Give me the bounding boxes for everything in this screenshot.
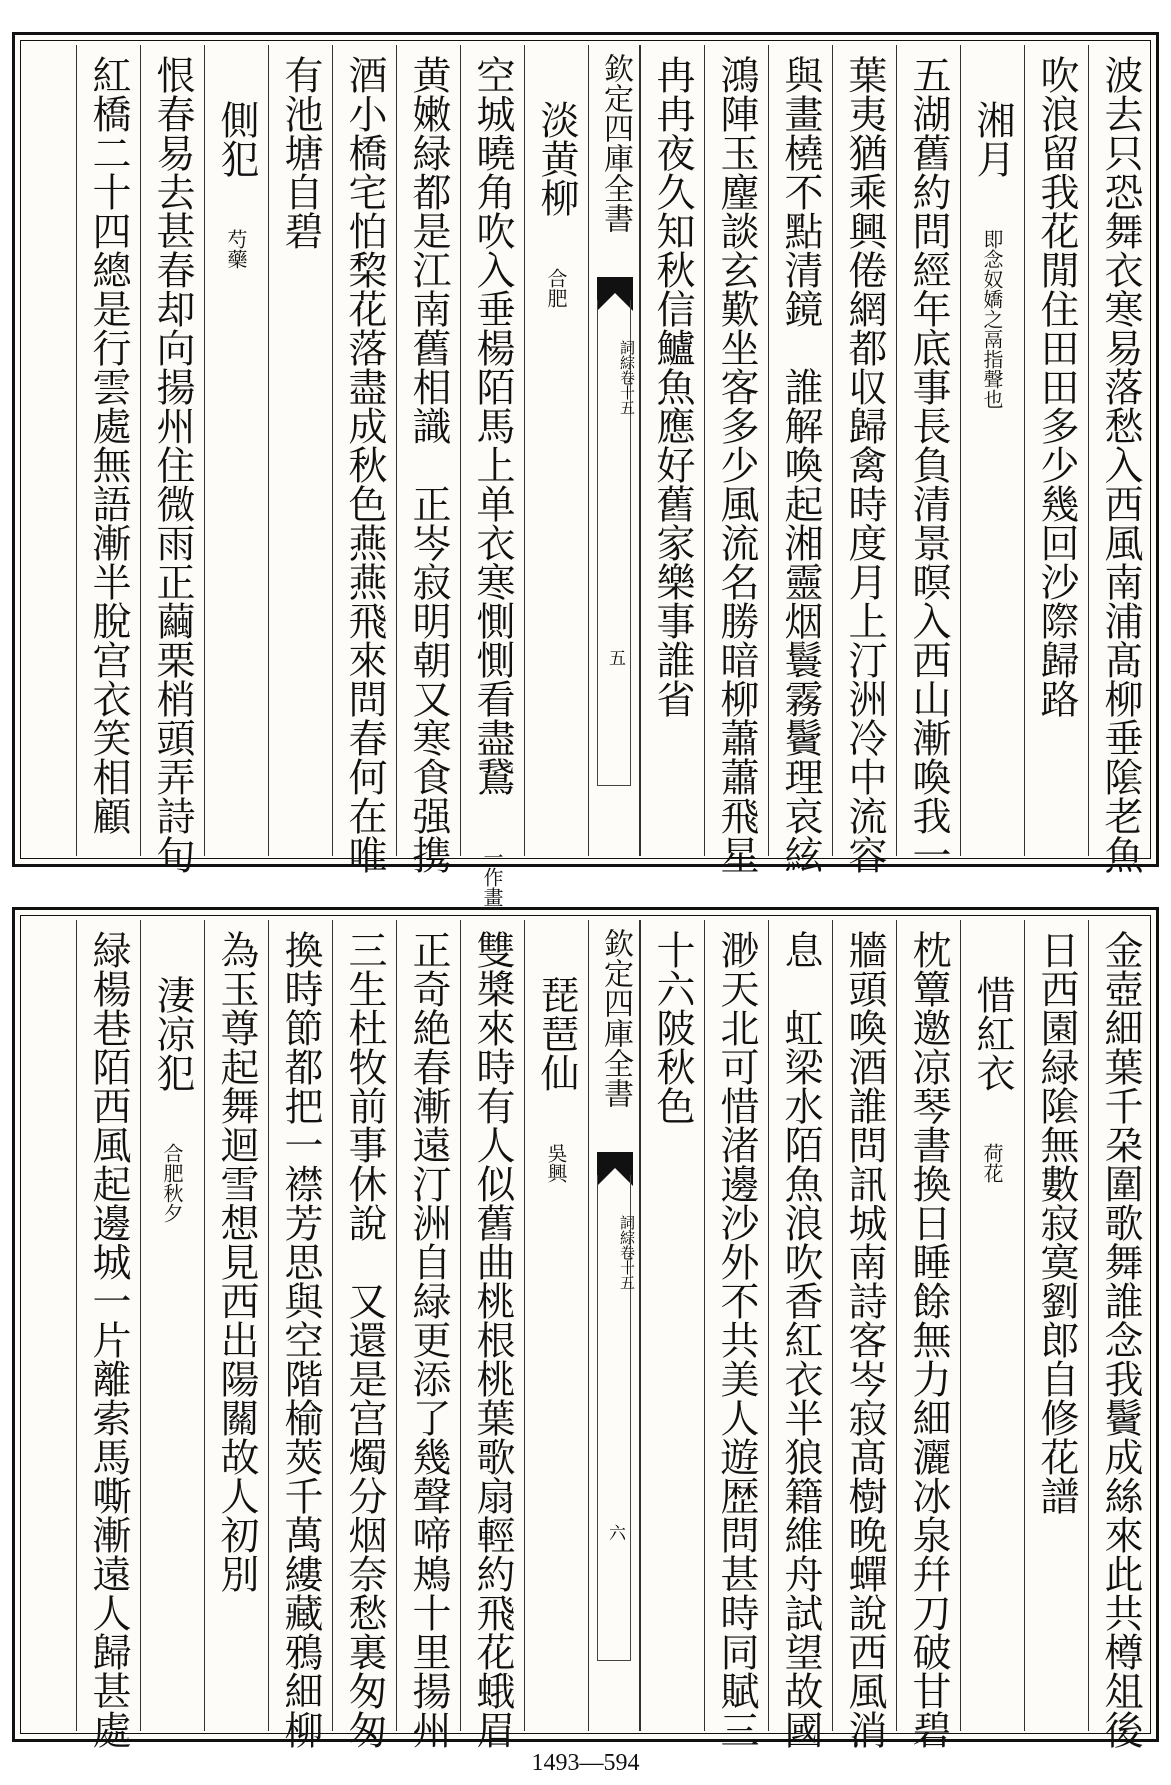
tune-title-column <box>204 45 268 856</box>
book-title: 欽定四庫全書 <box>598 53 633 233</box>
text-column: 酒小橋宅怕棃花落盡成秋色燕燕飛來問春何在唯 <box>332 45 396 856</box>
tune-title: 琵琶仙 <box>534 975 579 1092</box>
text-column: 渺天北可惜渚邊沙外不共美人遊歴問甚時同賦三 <box>704 920 768 1731</box>
text-column: 十六陂秋色 <box>640 920 704 1731</box>
text-column: 紅橋二十四總是行雲處無語漸半脫宫衣笑相顧 <box>76 45 140 856</box>
tune-note: 荷花 <box>980 1143 1004 1183</box>
text-column: 有池塘自碧 <box>268 45 332 856</box>
text-column: 波去只恐舞衣寒易落愁入西風南浦髙柳垂隂老魚 <box>1088 45 1152 856</box>
tune-title-column <box>960 45 1024 856</box>
text-column: 葉夷猶乘興倦網都収歸禽時度月上汀洲冷中流容 <box>832 45 896 856</box>
text-column: 與畫橈不點清鏡 誰解喚起湘靈烟鬟霧鬢理哀絃 <box>768 45 832 856</box>
tune-title-column <box>524 920 588 1731</box>
tune-title: 惜紅衣 <box>970 975 1015 1092</box>
text-column: 緑楊巷陌西風起邊城一片離索馬嘶漸遠人歸甚處 <box>76 920 140 1731</box>
page-number: 六 <box>605 1524 625 1541</box>
text-column: 冉冉夜久知秋信鱸魚應好舊家樂事誰省 <box>640 45 704 856</box>
tune-title: 湘月 <box>970 100 1015 178</box>
tune-note: 合肥秋夕 <box>160 1143 184 1223</box>
text-column: 息 虹梁水陌魚浪吹香紅衣半狼籍維舟試望故國 <box>768 920 832 1731</box>
text-column: 雙槳來時有人似舊曲桃根桃葉歌扇輕約飛花蛾眉 <box>460 920 524 1731</box>
section-label: 詞綜卷十五 <box>618 1215 636 1290</box>
text-column: 黄嫩緑都是江南舊相識 正岑寂明朝又寒食强携 <box>396 45 460 856</box>
text-column: 為玉尊起舞迴雪想見西出陽關故人初別 <box>204 920 268 1731</box>
tune-note: 吳興 <box>544 1143 568 1183</box>
center-banner <box>588 45 640 856</box>
page-top <box>12 32 1159 907</box>
text-column: 三生杜牧前事休說 又還是宫燭分烟奈愁裏匆匆 <box>332 920 396 1731</box>
text-column: 五湖舊約問經年底事長負清景暝入西山漸喚我一 <box>896 45 960 856</box>
book-title: 欽定四庫全書 <box>598 928 633 1108</box>
tune-note: 合肥 <box>544 268 568 308</box>
tune-note: 即念奴嬌之鬲指聲也 <box>980 229 1004 409</box>
tune-title-column <box>524 45 588 856</box>
text-column: 正奇絶春漸遠汀洲自緑更添了幾聲啼鴂十里揚州 <box>396 920 460 1731</box>
text-column: 枕簟邀凉琴書換日睡餘無力細灑冰泉幷刀破甘碧 <box>896 920 960 1731</box>
text-column: 鴻陣玉麈談玄歎坐客多少風流名勝暗柳蕭蕭飛星 <box>704 45 768 856</box>
tune-note: 芍藥 <box>224 229 248 269</box>
tune-title: 側犯 <box>214 100 259 178</box>
tune-title: 淡黄柳 <box>534 100 579 217</box>
text-column: 空城曉角吹入垂楊陌馬上单衣寒惻惻看盡鵞 一作畫 <box>460 45 524 856</box>
text-column: 金壺細葉千朶圍歌舞誰念我鬢成絲來此共樽俎後 <box>1088 920 1152 1731</box>
text-column: 恨春易去甚春却向揚州住微雨正繭栗梢頭弄詩句 <box>140 45 204 856</box>
text-column: 換時節都把一襟芳思與空階榆莢千萬縷藏鴉細柳 <box>268 920 332 1731</box>
section-label: 詞綜卷十五 <box>618 340 636 415</box>
page-number: 五 <box>605 649 625 666</box>
text-column: 吹浪留我花閒住田田多少幾回沙際歸路 <box>1024 45 1088 856</box>
text-column: 日西園緑隂無數寂寞劉郎自修花譜 <box>1024 920 1088 1731</box>
footer-page-code: 1493—594 <box>531 1750 640 1776</box>
variant-note: 一作畫 <box>480 847 504 907</box>
text-column: 牆頭喚酒誰問訊城南詩客岑寂髙樹晚蟬說西風消 <box>832 920 896 1731</box>
tune-title-column <box>140 920 204 1731</box>
center-banner <box>588 920 640 1731</box>
tune-title-column <box>960 920 1024 1731</box>
page-bottom <box>12 907 1159 1749</box>
tune-title: 淒凉犯 <box>150 975 195 1092</box>
